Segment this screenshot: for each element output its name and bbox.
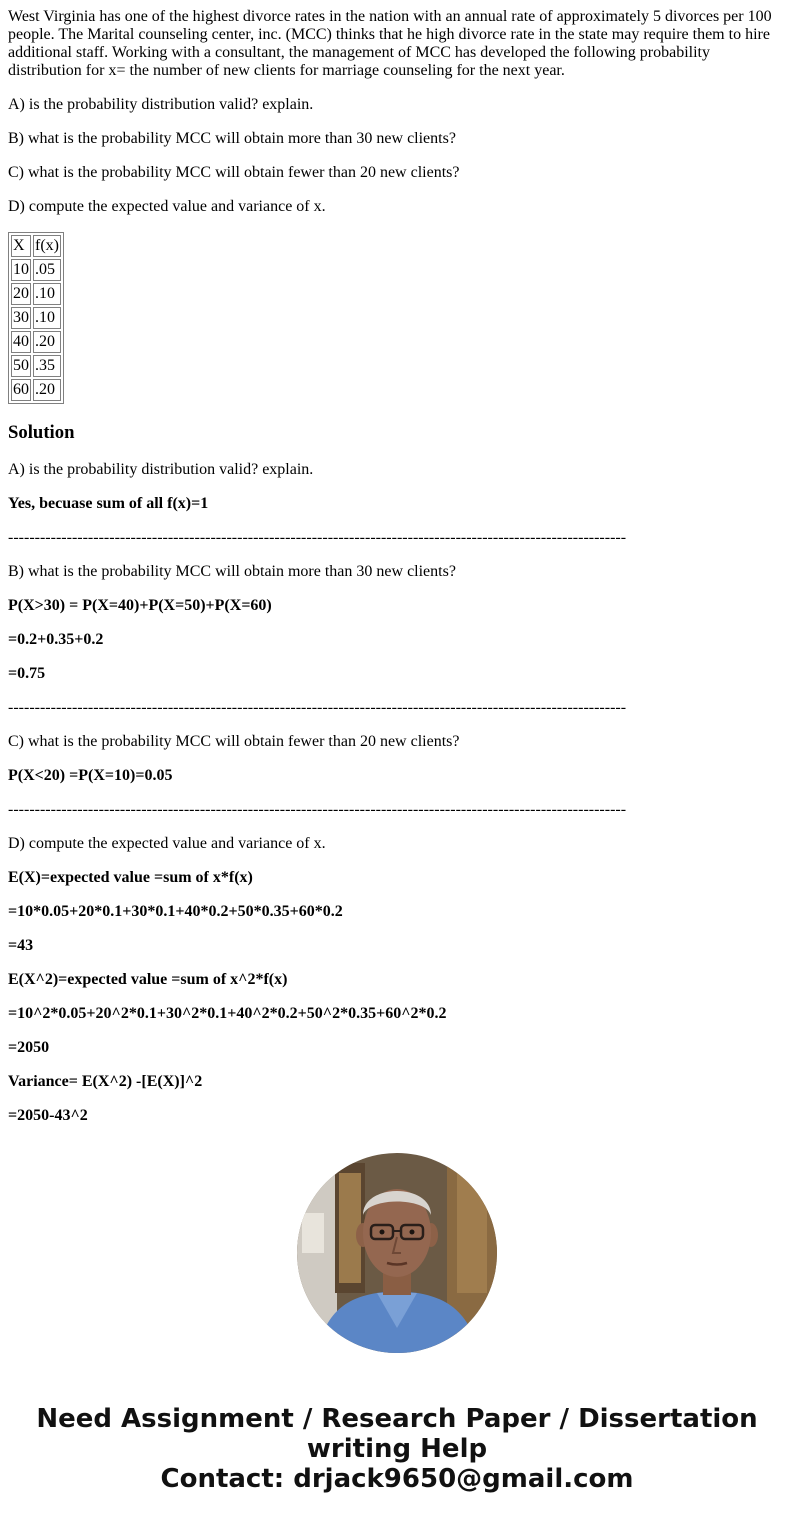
solution-d-line: E(X)=expected value =sum of x*f(x) <box>8 869 253 886</box>
table-cell: .05 <box>33 259 61 281</box>
solution-d-line: =2050-43^2 <box>8 1107 88 1124</box>
table-header-cell: X <box>11 235 31 257</box>
table-row <box>11 283 61 305</box>
solution-b-line: P(X>30) = P(X=40)+P(X=50)+P(X=60) <box>8 597 272 614</box>
table-cell: .20 <box>33 379 61 401</box>
tutor-portrait <box>297 1153 497 1353</box>
table-cell: 40 <box>11 331 31 353</box>
question-part-a: A) is the probability distribution valid? explain. <box>8 96 314 113</box>
table-cell: .10 <box>33 307 61 329</box>
table-cell: 50 <box>11 355 31 377</box>
question-intro: West Virginia has one of the highest divorce rates in the nation with an annual rate of approximately 5 divorces per 100 people. The Marital counseling center, inc. (MCC) thinks that he high divorce rate in the state may require them to hire additional staff. Working with a consultant, the management of MCC has developed the following probability distribution for x= the number of new clients for marriage counseling for the next year. <box>8 8 772 79</box>
divider: -------------------------------------------------------------------------------------------------------------------- <box>8 699 627 716</box>
question-part-d: D) compute the expected value and variance of x. <box>8 198 326 215</box>
divider: -------------------------------------------------------------------------------------------------------------------- <box>8 529 627 546</box>
table-cell: 10 <box>11 259 31 281</box>
footer-cta <box>0 1404 794 1494</box>
cta-line: writing Help <box>306 1434 488 1464</box>
probability-table <box>8 232 64 404</box>
solution-b-line: =0.2+0.35+0.2 <box>8 631 104 648</box>
table-cell: 60 <box>11 379 31 401</box>
solution-b-question: B) what is the probability MCC will obtain more than 30 new clients? <box>8 563 456 580</box>
contact-email: Contact: drjack9650@gmail.com <box>160 1464 634 1494</box>
table-cell: 20 <box>11 283 31 305</box>
table-row <box>11 331 61 353</box>
solution-d-question: D) compute the expected value and variance of x. <box>8 835 326 852</box>
table-cell: .35 <box>33 355 61 377</box>
solution-d-line: Variance= E(X^2) -[E(X)]^2 <box>8 1073 203 1090</box>
solution-a-answer: Yes, becuase sum of all f(x)=1 <box>8 495 209 512</box>
table-cell: 30 <box>11 307 31 329</box>
table-header-row <box>11 235 61 257</box>
solution-d-line: =10^2*0.05+20^2*0.1+30^2*0.1+40^2*0.2+50^2*0.35+60^2*0.2 <box>8 1005 447 1022</box>
solution-b-line: =0.75 <box>8 665 46 682</box>
table-cell: .20 <box>33 331 61 353</box>
table-row <box>11 355 61 377</box>
cta-line: Need Assignment / Research Paper / Dissertation <box>36 1404 758 1434</box>
table-row <box>11 259 61 281</box>
divider: -------------------------------------------------------------------------------------------------------------------- <box>8 801 627 818</box>
table-header-cell: f(x) <box>33 235 61 257</box>
solution-d-line: =2050 <box>8 1039 50 1056</box>
table-cell: .10 <box>33 283 61 305</box>
solution-d-line: E(X^2)=expected value =sum of x^2*f(x) <box>8 971 288 988</box>
solution-a-question: A) is the probability distribution valid? explain. <box>8 461 314 478</box>
solution-c-line: P(X<20) =P(X=10)=0.05 <box>8 767 173 784</box>
solution-c-question: C) what is the probability MCC will obtain fewer than 20 new clients? <box>8 733 460 750</box>
table-row <box>11 307 61 329</box>
question-part-b: B) what is the probability MCC will obtain more than 30 new clients? <box>8 130 456 147</box>
solution-d-line: =43 <box>8 937 34 954</box>
solution-d-line: =10*0.05+20*0.1+30*0.1+40*0.2+50*0.35+60*0.2 <box>8 903 343 920</box>
solution-heading: Solution <box>8 422 75 443</box>
table-row <box>11 379 61 401</box>
question-part-c: C) what is the probability MCC will obtain fewer than 20 new clients? <box>8 164 460 181</box>
